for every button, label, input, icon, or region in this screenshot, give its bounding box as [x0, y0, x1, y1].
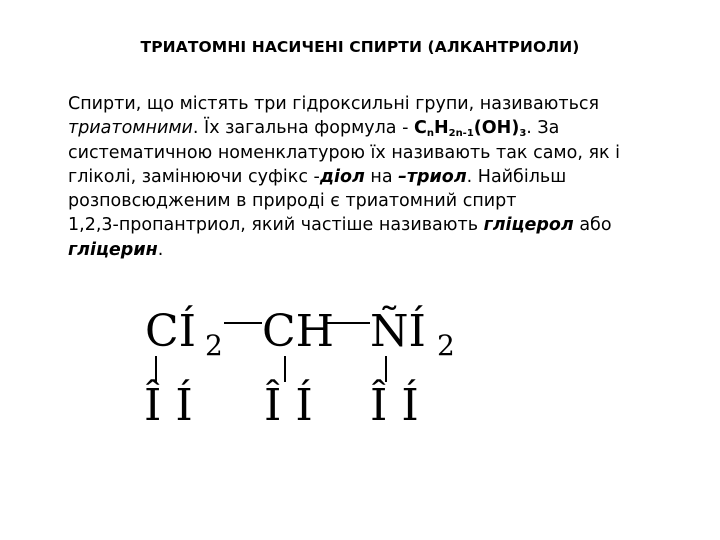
- subscript-2-left: 2: [205, 329, 223, 362]
- bond-horizontal-2: [326, 322, 370, 324]
- term-glycerol: гліцерол: [483, 215, 574, 236]
- text-span: . Їх загальна формула -: [192, 118, 414, 139]
- text-line: [68, 238, 668, 262]
- formula-sub-n: n: [426, 128, 434, 140]
- group-ch2-left: CÍ: [145, 306, 197, 357]
- text-span: Спирти, що містять три гідроксильні групи, називаються: [68, 94, 600, 114]
- group-ch-middle: CH: [262, 306, 335, 357]
- text-span: .: [157, 239, 164, 260]
- bond-horizontal-1: [224, 322, 262, 324]
- term-glycerin: гліцерин: [68, 239, 158, 260]
- bond-vertical-3: [385, 356, 387, 382]
- suffix-triol: –триол: [398, 166, 467, 187]
- subscript-2-right: 2: [437, 329, 455, 362]
- formula-oh: (OH): [473, 118, 520, 139]
- page-title: ТРИАТОМНІ НАСИЧЕНІ СПИРТИ (АЛКАНТРИОЛИ): [140, 38, 580, 56]
- hydroxyl-group-3: Î Í: [370, 380, 419, 431]
- general-formula: [414, 118, 526, 138]
- hydroxyl-group-1: Î Í: [144, 380, 193, 431]
- bond-vertical-1: [155, 356, 157, 382]
- hydroxyl-group-2: Î Í: [264, 380, 313, 431]
- formula-sub-2n-1: 2n-1: [448, 128, 474, 140]
- glycerol-structural-formula: [0, 300, 720, 450]
- text-span: . Найбільш: [466, 166, 567, 187]
- text-line: [68, 189, 668, 213]
- text-span: або: [573, 215, 612, 236]
- body-paragraph: [68, 92, 668, 262]
- text-span: систематичною номенклатурою їх називають так само, як і: [68, 142, 620, 163]
- text-span: 1,2,3-пропантриол, який частіше називають: [68, 215, 484, 236]
- text-line: [68, 213, 668, 237]
- term-triatomic: триатомними: [68, 118, 193, 139]
- formula-sub-3: 3: [519, 128, 527, 140]
- text-span: гліколі, замінюючи суфікс -: [68, 166, 320, 187]
- text-line: [68, 92, 668, 116]
- text-span: на: [364, 166, 399, 187]
- bond-vertical-2: [284, 356, 286, 382]
- formula-c: C: [413, 118, 427, 139]
- text-span: розповсюдженим в природі є триатомний спирт: [68, 191, 517, 212]
- text-line: [68, 116, 668, 140]
- suffix-diol: діол: [319, 166, 365, 187]
- text-line: [68, 165, 668, 189]
- formula-h: H: [433, 118, 449, 139]
- group-ch2-right: ÑÍ: [370, 306, 426, 357]
- text-line: [68, 141, 668, 165]
- text-span: . За: [526, 118, 560, 139]
